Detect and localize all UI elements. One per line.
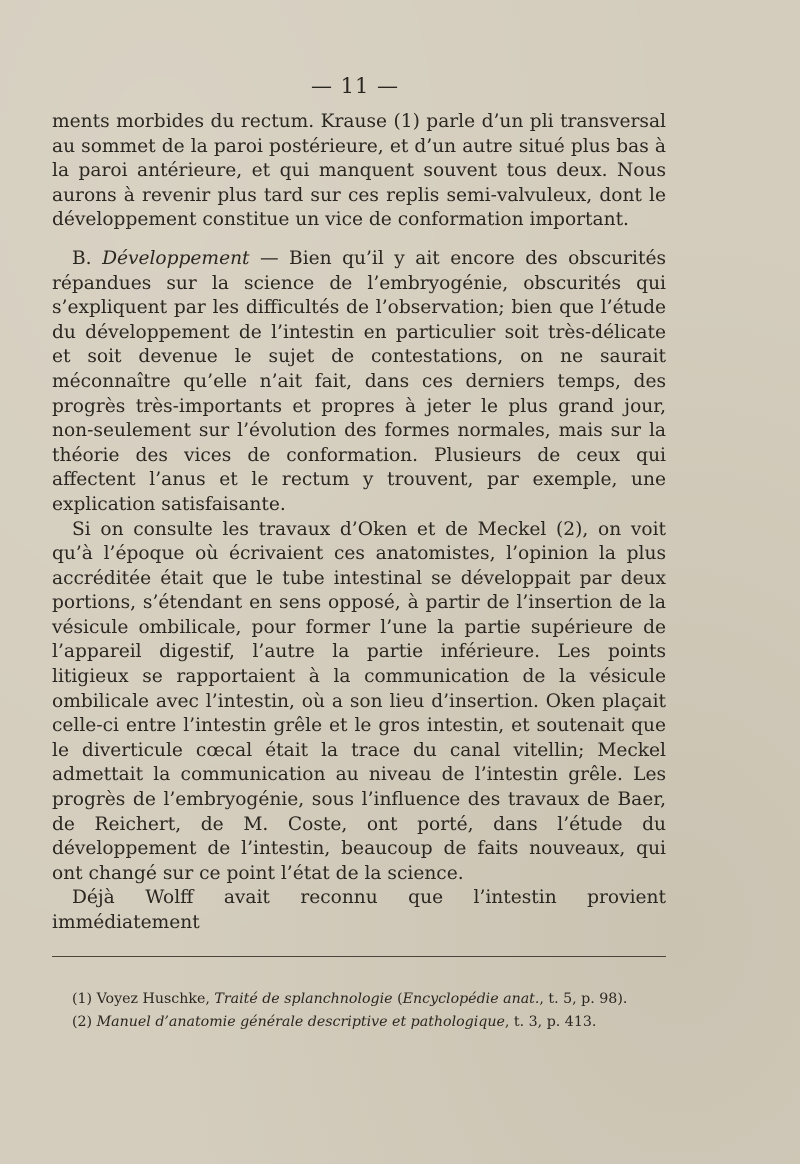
section-label: B.	[72, 247, 92, 269]
footnote-divider	[52, 956, 666, 957]
page-number: — 11 —	[310, 74, 400, 98]
paragraph-oken-meckel: Si on consulte les travaux d’Oken et de Meckel (2), on voit qu’à l’époque où écrivaient ces anatomistes, l’opinion la plus accréditée était que le tube intestinal se développait par deux portions, s’étendant en sens opposé, à partir de l’insertion de la vésicule ombilicale, pour former l’une la partie supérieure de l’appareil digestif, l’autre la partie inférieure. Les points litigieux se rapportaient à la communication de la vésicule ombilicale avec l’intestin, où a son lieu d’insertion. Oken plaçait celle-ci entre l’intestin grêle et le gros intestin, et soutenait que le diverticule cœcal était la trace du canal vitellin; Meckel admettait la communication au niveau de l’intestin grêle. Les progrès de l’embryogénie, sous l’influence des travaux de Baer, de Reichert, de M. Coste, ont porté, dans l’étude du développement de l’intestin, beaucoup de faits nouveaux, qui ont changé sur ce point l’état de la science.	[52, 518, 666, 884]
footnote-2-suffix: , t. 3, p. 413.	[504, 1014, 597, 1030]
footnote-2	[72, 1011, 672, 1034]
paragraph-wolff: Déjà Wolff avait reconnu que l’intestin provient immédiatement	[52, 887, 666, 933]
paragraph-continuation: ments morbides du rectum. Krause (1) parle d’un pli transversal au sommet de la paroi postérieure, et d’un autre situé plus bas à la paroi antérieure, et qui manquent souvent tous deux. Nous aurons à revenir plus tard sur ces replis semi-valvuleux, dont le développement constitue un vice de conformation important.	[52, 111, 666, 231]
footnote-1-title: Traité de splanchnologie	[214, 991, 393, 1007]
footnote-1	[72, 988, 672, 1011]
footnote-2-prefix: (2)	[72, 1014, 97, 1030]
section-heading: Développement	[102, 247, 250, 269]
body-text	[52, 110, 666, 936]
paragraph-development	[52, 247, 666, 518]
footnotes	[72, 988, 672, 1034]
paragraph-development-text: — Bien qu’il y ait encore des obscurités répandues sur la science de l’embryogénie, obscurités qui s’expliquent par les difficultés de l’observation; bien que l’étude du développement de l’intestin en particulier soit très-délicate et soit devenue le sujet de contestations, on ne saurait méconnaître qu’elle n’ait fait, dans ces derniers temps, des progrès très-importants et propres à jeter le plus grand jour, non-seulement sur l’évolution des formes normales, mais sur la théorie des vices de conformation. Plusieurs de ceux qui affectent l’anus et le rectum y trouvent, par exemple, une explication satisfaisante.	[52, 247, 666, 515]
footnote-1-suffix: , t. 5, p. 98).	[539, 991, 628, 1007]
footnote-1-prefix: (1) Voyez Huschke,	[72, 991, 215, 1007]
footnote-2-title: Manuel d’anatomie générale descriptive et pathologique	[96, 1014, 505, 1030]
footnote-1-middle: (	[392, 991, 403, 1007]
footnote-1-source: Encyclopédie anat.	[402, 991, 540, 1007]
